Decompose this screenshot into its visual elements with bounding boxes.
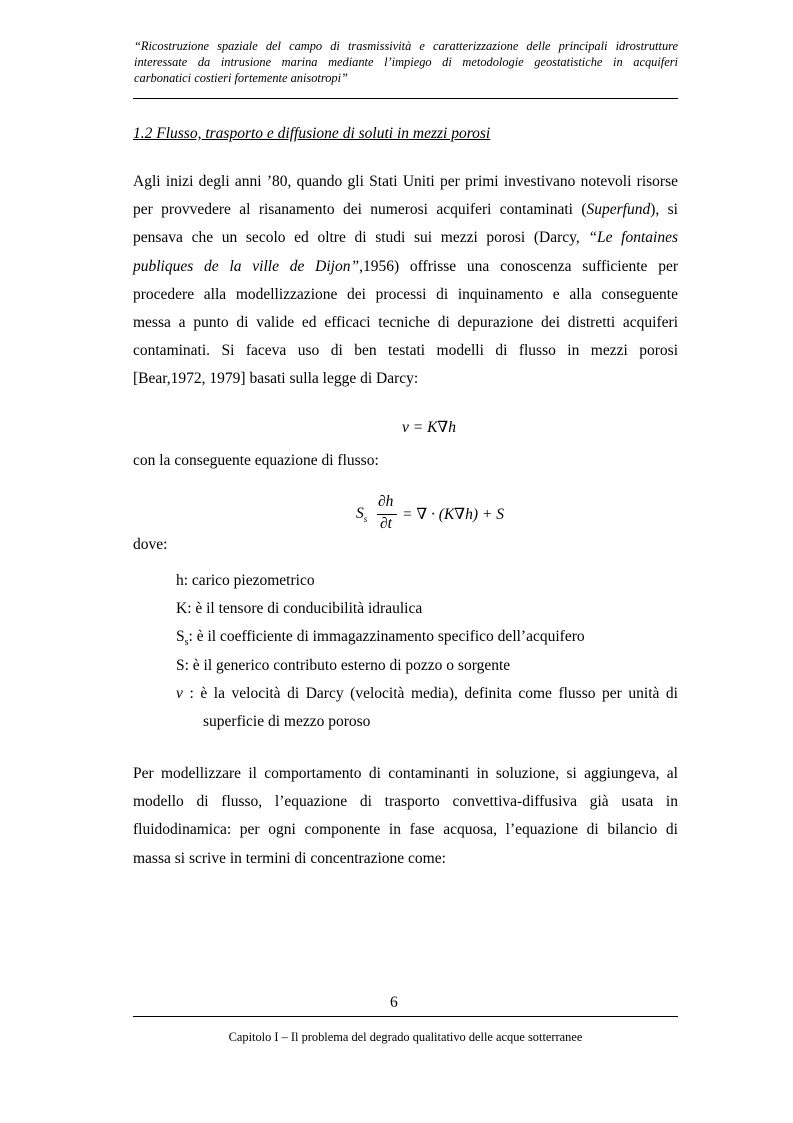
eq2-rhs: = ∇ · (K∇h) + S bbox=[402, 506, 504, 523]
running-header bbox=[134, 38, 678, 87]
flow-equation bbox=[350, 493, 520, 537]
definition-v-continued: superficie di mezzo poroso bbox=[203, 712, 371, 730]
flow-intro-text: con la conseguente equazione di flusso: bbox=[133, 452, 379, 469]
section-title: 1.2 Flusso, trasporto e diffusione di soluti in mezzi porosi bbox=[133, 125, 491, 142]
running-footer: Capitolo I – Il problema del degrado qualitativo delle acque sotterranee bbox=[228, 1030, 583, 1044]
citation-title-part1: “Le fontaines bbox=[588, 229, 678, 247]
para1-line-4: publiques de la ville de Dijon”,1956) offrisse una conoscenza sufficiente per bbox=[133, 257, 678, 275]
para2-line-4: massa si scrive in termini di concentrazione come: bbox=[133, 849, 446, 867]
definition-h: h: carico piezometrico bbox=[176, 572, 315, 589]
superfund-term: Superfund bbox=[586, 201, 651, 219]
darcy-equation: v = K∇h bbox=[402, 419, 457, 436]
header-divider bbox=[133, 98, 678, 99]
page-number: 6 bbox=[390, 994, 398, 1011]
definition-k: K: è il tensore di conducibilità idraulica bbox=[176, 600, 423, 618]
para1-line-8: [Bear,1972, 1979] basati sulla legge di Darcy: bbox=[133, 370, 419, 388]
eq2-numerator: ∂h bbox=[378, 493, 394, 510]
header-line-1: “Ricostruzione spaziale del campo di trasmissività e caratterizzazione delle principali idrostrutture bbox=[134, 39, 678, 53]
paragraph-2 bbox=[133, 760, 678, 873]
para1-line-3: pensava che un secolo ed oltre di studi sui mezzi porosi (Darcy, “Le fontaines bbox=[133, 229, 678, 247]
para2-line-1: Per modellizzare il comportamento di contaminanti in soluzione, si aggiungeva, al bbox=[133, 765, 678, 782]
header-line-3: carbonatici costieri fortemente anisotropi” bbox=[134, 71, 348, 86]
para1-line-7: contaminati. Si faceva uso di ben testati modelli di flusso in mezzi porosi bbox=[133, 342, 678, 360]
footer-divider bbox=[133, 1016, 678, 1017]
para1-line-2: per provvedere al risanamento dei numerosi acquiferi contaminati (Superfund), si bbox=[133, 201, 678, 219]
para2-line-2: modello di flusso, l’equazione di trasporto convettiva-diffusiva già usata in bbox=[133, 793, 678, 811]
para1-line-6: messa a punto di valide ed efficaci tecniche di depurazione dei distretti acquiferi bbox=[133, 313, 678, 331]
definition-s: S: è il generico contributo esterno di pozzo o sorgente bbox=[176, 656, 511, 674]
para1-line-1: Agli inizi degli anni ’80, quando gli Stati Uniti per primi investivano notevoli risorse bbox=[133, 173, 678, 190]
definitions-list bbox=[176, 567, 678, 736]
header-line-2: interessate da intrusione marina mediante l’impiego di metodologie geostatistiche in acquiferi bbox=[134, 55, 678, 70]
paragraph-1 bbox=[133, 168, 678, 394]
citation-title-part2: publiques de la ville de Dijon”, bbox=[133, 257, 363, 275]
definition-ss: $S_s$: è il coefficiente di immagazzinamento specifico dell’acquifero bbox=[176, 628, 585, 649]
eq2-lhs: $S_s$ bbox=[356, 505, 368, 525]
dove-label: dove: bbox=[133, 536, 168, 553]
para1-line-5: procedere alla modellizzazione dei processi di inquinamento e alla conseguente bbox=[133, 285, 678, 303]
definition-v: v : è la velocità di Darcy (velocità media), definita come flusso per unità di bbox=[176, 684, 678, 702]
eq2-denominator: ∂t bbox=[380, 515, 392, 532]
para2-line-3: fluidodinamica: per ogni componente in fase acquosa, l’equazione di bilancio di bbox=[133, 821, 678, 839]
